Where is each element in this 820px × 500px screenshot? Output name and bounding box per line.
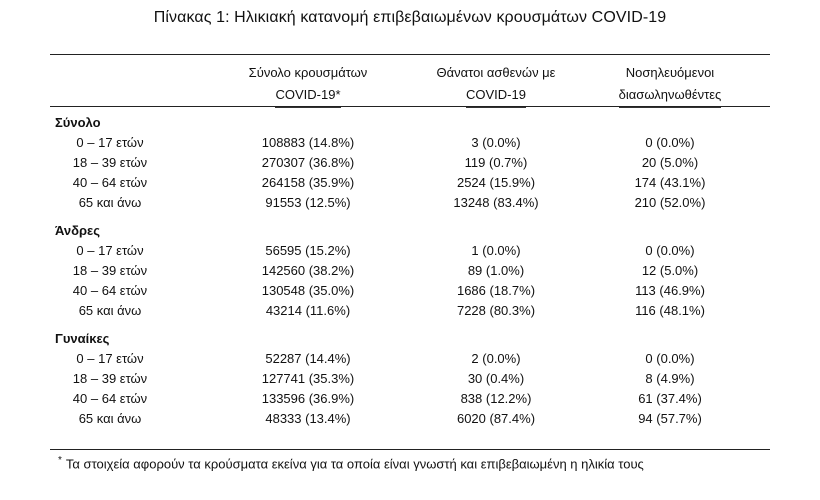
table-row [50,369,770,389]
column-header-deaths [416,62,576,108]
age-label: 40 – 64 ετών [72,283,148,298]
deaths-cell: 89 (1.0%) [467,263,525,278]
table-body [50,113,770,437]
table-row [50,389,770,409]
cases-cell: 43214 (11.6%) [265,303,351,318]
table-row [50,193,770,213]
cases-cell: 91553 (12.5%) [265,195,351,210]
footnote [58,455,644,471]
cases-cell: 130548 (35.0%) [261,283,355,298]
group-women [50,329,770,429]
deaths-cell: 838 (12.2%) [460,391,532,406]
column-header-total-cases [228,62,388,108]
table-row [50,173,770,193]
cases-cell: 133596 (36.9%) [261,391,355,406]
cases-cell: 56595 (15.2%) [265,243,351,258]
column-header-line: Σύνολο κρουσμάτων [248,65,368,80]
intubated-cell: 94 (57.7%) [638,411,702,426]
age-label: 0 – 17 ετών [76,135,144,150]
group-title: Άνδρες [55,223,100,238]
column-header-line: COVID-19 [466,84,526,108]
cases-cell: 142560 (38.2%) [261,263,355,278]
age-label: 65 και άνω [78,411,142,426]
column-header-line: διασωληνωθέντες [619,84,722,108]
age-label: 18 – 39 ετών [72,263,148,278]
cases-cell: 108883 (14.8%) [261,135,355,150]
table-row [50,153,770,173]
column-header-line: COVID-19* [275,84,340,108]
intubated-cell: 0 (0.0%) [645,135,695,150]
cases-cell: 127741 (35.3%) [261,371,355,386]
deaths-cell: 13248 (83.4%) [453,195,539,210]
column-header-line: Νοσηλευόμενοι [625,65,715,80]
table-row [50,409,770,429]
deaths-cell: 30 (0.4%) [467,371,525,386]
table-bottom-rule [50,449,770,450]
column-header-line: Θάνατοι ασθενών με [436,65,556,80]
deaths-cell: 119 (0.7%) [464,155,528,170]
age-label: 18 – 39 ετών [72,155,148,170]
deaths-cell: 2 (0.0%) [471,351,521,366]
age-label: 18 – 39 ετών [72,371,148,386]
deaths-cell: 1686 (18.7%) [456,283,536,298]
deaths-cell: 2524 (15.9%) [456,175,536,190]
intubated-cell: 20 (5.0%) [641,155,699,170]
group-title: Σύνολο [55,115,101,130]
footnote-marker: * [58,455,62,466]
table-top-rule [50,54,770,55]
intubated-cell: 0 (0.0%) [645,243,695,258]
intubated-cell: 113 (46.9%) [635,283,705,298]
group-total [50,113,770,213]
table-header-rule [50,106,770,107]
intubated-cell: 210 (52.0%) [634,195,706,210]
deaths-cell: 7228 (80.3%) [456,303,536,318]
intubated-cell: 116 (48.1%) [635,303,705,318]
group-men [50,221,770,321]
table-row [50,281,770,301]
age-label: 40 – 64 ετών [72,175,148,190]
age-label: 65 και άνω [78,195,142,210]
group-title: Γυναίκες [55,331,110,346]
footnote-text: Τα στοιχεία αφορούν τα κρούσματα εκείνα για τα οποία είναι γνωστή και επιβεβαιωμένη η ηλικία τους [65,456,644,472]
age-label: 0 – 17 ετών [76,351,144,366]
age-label: 40 – 64 ετών [72,391,148,406]
intubated-cell: 8 (4.9%) [645,371,695,386]
table-row [50,261,770,281]
cases-cell: 264158 (35.9%) [261,175,355,190]
deaths-cell: 3 (0.0%) [471,135,521,150]
table-title: Πίνακας 1: Ηλικιακή κατανομή επιβεβαιωμένων κρουσμάτων COVID-19 [153,9,667,26]
age-label: 0 – 17 ετών [76,243,144,258]
column-header-intubated [600,62,740,108]
cases-cell: 48333 (13.4%) [265,411,351,426]
intubated-cell: 174 (43.1%) [634,175,706,190]
table-row [50,133,770,153]
table-row [50,301,770,321]
intubated-cell: 61 (37.4%) [638,391,702,406]
cases-cell: 52287 (14.4%) [265,351,351,366]
table-row [50,349,770,369]
intubated-cell: 12 (5.0%) [641,263,699,278]
table-row [50,241,770,261]
cases-cell: 270307 (36.8%) [261,155,355,170]
deaths-cell: 6020 (87.4%) [456,411,536,426]
intubated-cell: 0 (0.0%) [645,351,695,366]
age-label: 65 και άνω [78,303,142,318]
deaths-cell: 1 (0.0%) [471,243,521,258]
